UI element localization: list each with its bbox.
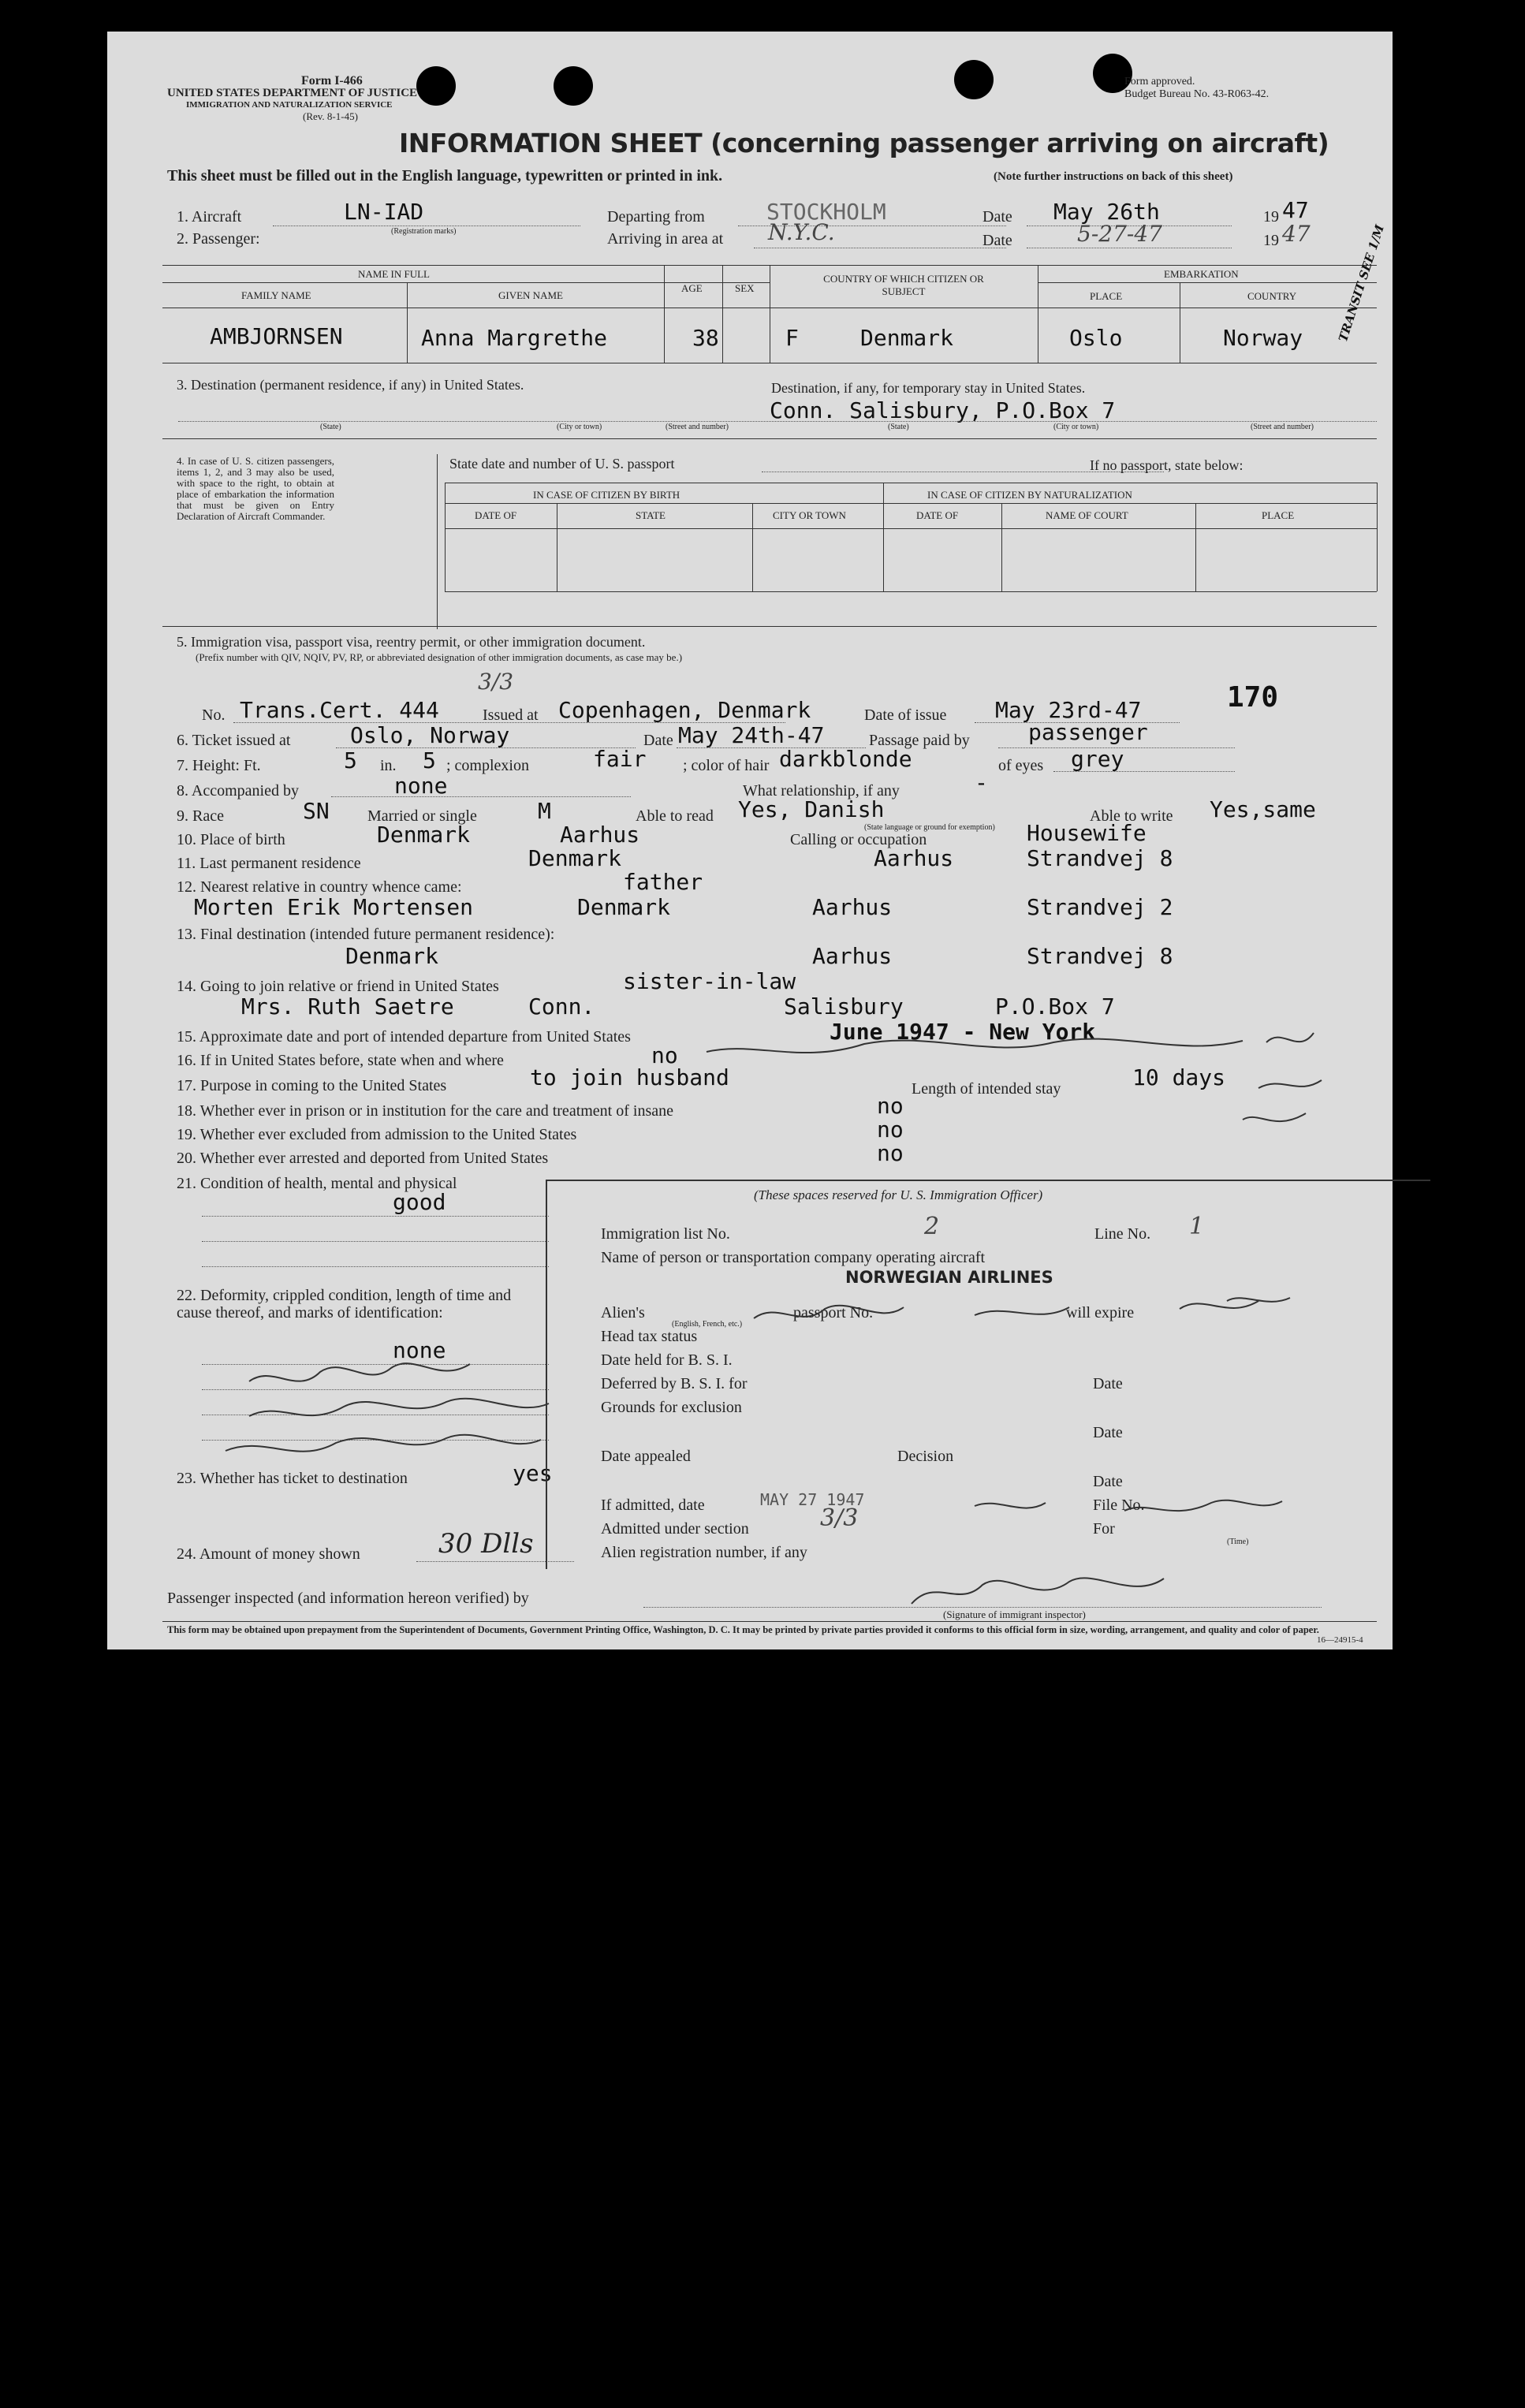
col-city: CITY OR TOWN (773, 509, 846, 521)
instruction-right: (Note further instructions on back of this sheet) (994, 170, 1233, 183)
appealed-label: Date appealed (601, 1448, 691, 1465)
last-res-city-value: Aarhus (874, 845, 954, 871)
time-sub: (Time) (1227, 1538, 1249, 1546)
imm-list-label: Immigration list No. (601, 1225, 730, 1243)
inspected-label: Passenger inspected (and information hereon verified) by (167, 1590, 529, 1607)
head-tax-label: Head tax status (601, 1328, 698, 1345)
last-res-street-value: Strandvej 8 (1027, 845, 1173, 871)
embark-place-value: Oslo (1069, 325, 1123, 351)
item14-label: 14. Going to join relative or friend in United States (177, 978, 499, 995)
language-sub: (State language or ground for exemption) (864, 823, 995, 832)
file-no-label: File No. (1093, 1497, 1145, 1514)
agency-line1: UNITED STATES DEPARTMENT OF JUSTICE (167, 87, 418, 99)
item13-label: 13. Final destination (intended future permanent residence): (177, 926, 555, 943)
complexion-value: fair (593, 746, 647, 772)
hdr-country: COUNTRY (1247, 290, 1297, 302)
exclusion-label: Grounds for exclusion (601, 1399, 742, 1416)
section-label: Admitted under section (601, 1520, 749, 1538)
admitted-date-label: If admitted, date (601, 1497, 705, 1514)
document-page (107, 32, 1393, 1649)
aircraft-sub: (Registration marks) (391, 227, 457, 236)
hdr-given-name: GIVEN NAME (498, 289, 563, 301)
married-value: M (538, 798, 551, 824)
margin-date-scribble-1 (1266, 1033, 1314, 1042)
accompanied-value: none (394, 773, 448, 799)
item5-sub: (Prefix number with QIV, NQIV, PV, RP, or abbreviated designation of other immigration documents, as case may be.) (196, 651, 683, 663)
ticket-dest-value: yes (513, 1460, 553, 1486)
col-state: STATE (636, 509, 666, 521)
hdr-country-citizen: COUNTRY OF WHICH CITIZEN OR SUBJECT (823, 273, 984, 297)
passenger-label: 2. Passenger: (177, 230, 260, 248)
doc-hand-ref: 3/3 (478, 669, 514, 695)
hdr-age: AGE (681, 282, 703, 294)
join-city-value: Salisbury (784, 993, 904, 1019)
year1-value: 47 (1282, 197, 1309, 223)
item3-label: 3. Destination (permanent residence, if any) in United States. (177, 377, 524, 393)
departing-label: Departing from (607, 208, 705, 226)
year2-value: 47 (1282, 221, 1311, 247)
decision-label: Decision (897, 1448, 954, 1465)
passage-paid-label: Passage paid by (869, 732, 970, 749)
hair-value: darkblonde (779, 746, 912, 772)
margin-date-scribble-2 (1258, 1080, 1322, 1088)
nearest-rel-value: father (623, 869, 703, 895)
date-of-issue-label: Date of issue (864, 706, 947, 724)
footer-text: This form may be obtained upon prepayment from the Superintendent of Documents, Government Printing Office, Washington, D. C. It may be printed by private parties provided it conforms to this official form in size, wording, arrangement, and quality and color of paper. (167, 1624, 1319, 1635)
final-dest-city: Aarhus (812, 943, 893, 969)
birth-country-value: Denmark (377, 822, 471, 848)
height-in-value: 5 (423, 747, 436, 773)
item3-sub-street-left: (Street and number) (666, 423, 729, 431)
item3-value: Conn. Salisbury, P.O.Box 7 (770, 397, 1116, 423)
hdr-family-name: FAMILY NAME (241, 289, 311, 301)
alien-label: Alien's (601, 1304, 645, 1321)
instruction-left: This sheet must be filled out in the English language, typewritten or printed in ink. (167, 167, 723, 185)
money-value: 30 Dlls (438, 1528, 534, 1560)
nearest-rel-country: Denmark (577, 894, 671, 920)
item9-label: 9. Race (177, 807, 224, 825)
item12-label: 12. Nearest relative in country whence came: (177, 878, 462, 896)
birth-header: IN CASE OF CITIZEN BY BIRTH (533, 489, 680, 501)
item5-label: 5. Immigration visa, passport visa, reentry permit, or other immigration document. (177, 634, 646, 650)
issued-at-value: Copenhagen, Denmark (558, 697, 811, 723)
item15-label: 15. Approximate date and port of intended departure from United States (177, 1028, 631, 1046)
expire-label: will expire (1066, 1304, 1135, 1321)
transit-margin-note: TRANSIT SEE 1/M (1336, 222, 1387, 344)
box-passport-label: passport No. (793, 1304, 874, 1321)
admitted-date-value: MAY 27 1947 (760, 1490, 865, 1509)
item4-label: 4. In case of U. S. citizen passengers, items 1, 2, and 3 may also be used, with space to the right, to obtain at place of embarkation the information that must be given on Entry Declaration of Aircraft Commander. (177, 455, 334, 522)
married-label: Married or single (367, 807, 477, 825)
punch-hole-3 (954, 60, 994, 99)
item3-sub-state-right: (State) (888, 423, 909, 431)
ticket-date-value: May 24th-47 (678, 722, 825, 748)
form-number: Form I-466 (301, 74, 363, 88)
date2-label: Date (982, 232, 1012, 249)
deported-value: no (877, 1140, 904, 1166)
prev-us-value: no (651, 1042, 678, 1068)
occupation-value: Housewife (1027, 820, 1147, 846)
able-read-value: Yes, Danish (738, 796, 885, 822)
health-value: good (393, 1189, 446, 1215)
passport-label: State date and number of U. S. passport (449, 456, 675, 472)
ticket-date-label: Date (643, 732, 673, 749)
height-in-label: in. (380, 757, 397, 774)
item11-label: 11. Last permanent residence (177, 855, 361, 872)
hdr-embarkation: EMBARKATION (1164, 268, 1239, 280)
section-value: 3/3 (820, 1504, 859, 1532)
sex-value: F (785, 325, 799, 351)
col-date-of-birth: DATE OF (475, 509, 517, 521)
item3-sub-city-right: (City or town) (1053, 423, 1099, 431)
operator-value: NORWEGIAN AIRLINES (845, 1268, 1053, 1287)
departing-value: STOCKHOLM (766, 199, 886, 225)
year1-prefix: 19 (1263, 208, 1279, 226)
relationship-label: What relationship, if any (743, 782, 900, 800)
item19-label: 19. Whether ever excluded from admission to the United States (177, 1126, 577, 1143)
margin-scribble-3 (226, 1435, 541, 1452)
item20-label: 20. Whether ever arrested and deported from United States (177, 1150, 549, 1167)
age-value: 38 (692, 325, 719, 351)
item16-label: 16. If in United States before, state when and where (177, 1052, 504, 1069)
line-no-label: Line No. (1094, 1225, 1151, 1243)
purpose-value: to join husband (530, 1064, 729, 1090)
naturalization-header: IN CASE OF CITIZEN BY NATURALIZATION (927, 489, 1132, 501)
col-date-of-nat: DATE OF (916, 509, 959, 521)
bsi-date-label: Date (1093, 1375, 1123, 1392)
item24-label: 24. Amount of money shown (177, 1545, 360, 1563)
item3-sub-street-right: (Street and number) (1251, 423, 1314, 431)
eyes-label: of eyes (998, 757, 1044, 774)
hdr-place: PLACE (1090, 290, 1123, 302)
join-relative-value: sister-in-law (623, 968, 796, 994)
issued-at-label: Issued at (483, 706, 539, 724)
item3-sub-state-left: (State) (320, 423, 341, 431)
family-name-value: AMBJORNSEN (210, 323, 343, 349)
imm-list-value: 2 (924, 1213, 940, 1240)
join-street-value: P.O.Box 7 (995, 993, 1115, 1019)
complexion-label: ; complexion (446, 757, 529, 774)
ticket-issued-value: Oslo, Norway (350, 722, 510, 748)
margin-scribble-1 (249, 1363, 470, 1381)
final-dest-country: Denmark (345, 943, 439, 969)
prison-value: no (877, 1093, 904, 1119)
item10-label: 10. Place of birth (177, 831, 285, 848)
approval-line2: Budget Bureau No. 43-R063-42. (1124, 88, 1270, 100)
deformity-value: none (393, 1337, 446, 1363)
nearest-rel-city: Aarhus (812, 894, 893, 920)
last-res-country-value: Denmark (528, 845, 622, 871)
item18-label: 18. Whether ever in prison or in institution for the care and treatment of insane (177, 1102, 673, 1120)
aircraft-value: LN-IAD (344, 199, 424, 225)
date1-value: May 26th (1053, 199, 1160, 225)
stamp-number: 170 (1227, 681, 1279, 714)
item3-sub-city-left: (City or town) (557, 423, 602, 431)
item8-label: 8. Accompanied by (177, 782, 299, 800)
able-write-value: Yes,same (1210, 796, 1316, 822)
stay-length-label: Length of intended stay (912, 1080, 1061, 1098)
able-write-label: Able to write (1090, 807, 1173, 825)
citizen-value: Denmark (860, 325, 954, 351)
excluded-value: no (877, 1116, 904, 1142)
punch-hole-1 (416, 66, 456, 106)
margin-scribble-2 (249, 1399, 549, 1416)
given-name-value: Anna Margrethe (421, 325, 608, 351)
item21-label: 21. Condition of health, mental and physical (177, 1175, 457, 1192)
departure-value: June 1947 - New York (830, 1019, 1096, 1045)
arriving-value: N.Y.C. (768, 219, 835, 245)
doc-no-label: No. (202, 706, 226, 724)
inspector-sub: (Signature of immigrant inspector) (943, 1608, 1086, 1620)
bsi-deferred-label: Deferred by B. S. I. for (601, 1375, 748, 1392)
col-place: PLACE (1262, 509, 1295, 521)
for-label: For (1093, 1520, 1115, 1538)
line-no-value: 1 (1189, 1213, 1205, 1240)
no-passport-label: If no passport, state below: (1090, 457, 1243, 473)
doc-no-value: Trans.Cert. 444 (240, 697, 439, 723)
alien-reg-label: Alien registration number, if any (601, 1544, 807, 1561)
occupation-label: Calling or occupation (790, 831, 927, 848)
item22-label: 22. Deformity, crippled condition, length of time and cause thereof, and marks of identification: (177, 1287, 512, 1321)
hair-label: ; color of hair (683, 757, 770, 774)
form-title: INFORMATION SHEET (concerning passenger arriving on aircraft) (399, 128, 1329, 158)
hdr-name-in-full: NAME IN FULL (358, 268, 430, 280)
inspector-signature (912, 1578, 1164, 1604)
race-value: SN (303, 798, 330, 824)
alien-sub: (English, French, etc.) (672, 1320, 743, 1329)
bsi-held-label: Date held for B. S. I. (601, 1351, 733, 1369)
col-court: NAME OF COURT (1046, 509, 1128, 521)
form-revision: (Rev. 8-1-45) (303, 110, 358, 122)
nearest-rel-street: Strandvej 2 (1027, 894, 1173, 920)
arriving-label: Arriving in area at (607, 230, 724, 248)
agency-line2: IMMIGRATION AND NATURALIZATION SERVICE (186, 100, 393, 110)
item6-label: 6. Ticket issued at (177, 732, 291, 749)
footer-code: 16—24915-4 (1317, 1635, 1363, 1645)
year2-prefix: 19 (1263, 232, 1279, 249)
margin-date-scribble-3 (1243, 1113, 1306, 1121)
punch-hole-2 (554, 66, 593, 106)
eyes-value: grey (1071, 746, 1124, 772)
join-name-value: Mrs. Ruth Saetre (241, 993, 454, 1019)
official-box-title: (These spaces reserved for U. S. Immigration Officer) (754, 1187, 1043, 1202)
nearest-rel-name: Morten Erik Mortensen (194, 894, 474, 920)
date2-value: 5-27-47 (1077, 221, 1162, 247)
date-of-issue-value: May 23rd-47 (995, 697, 1142, 723)
exclusion-date-label: Date (1093, 1424, 1123, 1441)
birth-city-value: Aarhus (560, 822, 640, 848)
item3-label-right: Destination, if any, for temporary stay in United States. (771, 380, 1086, 396)
embark-country-value: Norway (1223, 325, 1303, 351)
date1-label: Date (982, 208, 1012, 226)
final-dest-street: Strandvej 8 (1027, 943, 1173, 969)
relationship-value: - (975, 770, 988, 796)
join-state-value: Conn. (528, 993, 595, 1019)
approval-line1: Form approved. (1124, 76, 1195, 88)
aircraft-label: 1. Aircraft (177, 208, 242, 226)
stay-length-value: 10 days (1132, 1064, 1226, 1090)
passage-paid-value: passenger (1028, 719, 1148, 745)
item17-label: 17. Purpose in coming to the United States (177, 1077, 447, 1094)
height-ft-value: 5 (344, 747, 357, 773)
operator-label: Name of person or transportation company operating aircraft (601, 1249, 986, 1266)
item7-label: 7. Height: Ft. (177, 757, 261, 774)
decision-date-label: Date (1093, 1473, 1123, 1490)
able-read-label: Able to read (636, 807, 714, 825)
item23-label: 23. Whether has ticket to destination (177, 1470, 408, 1487)
hdr-sex: SEX (735, 282, 755, 294)
